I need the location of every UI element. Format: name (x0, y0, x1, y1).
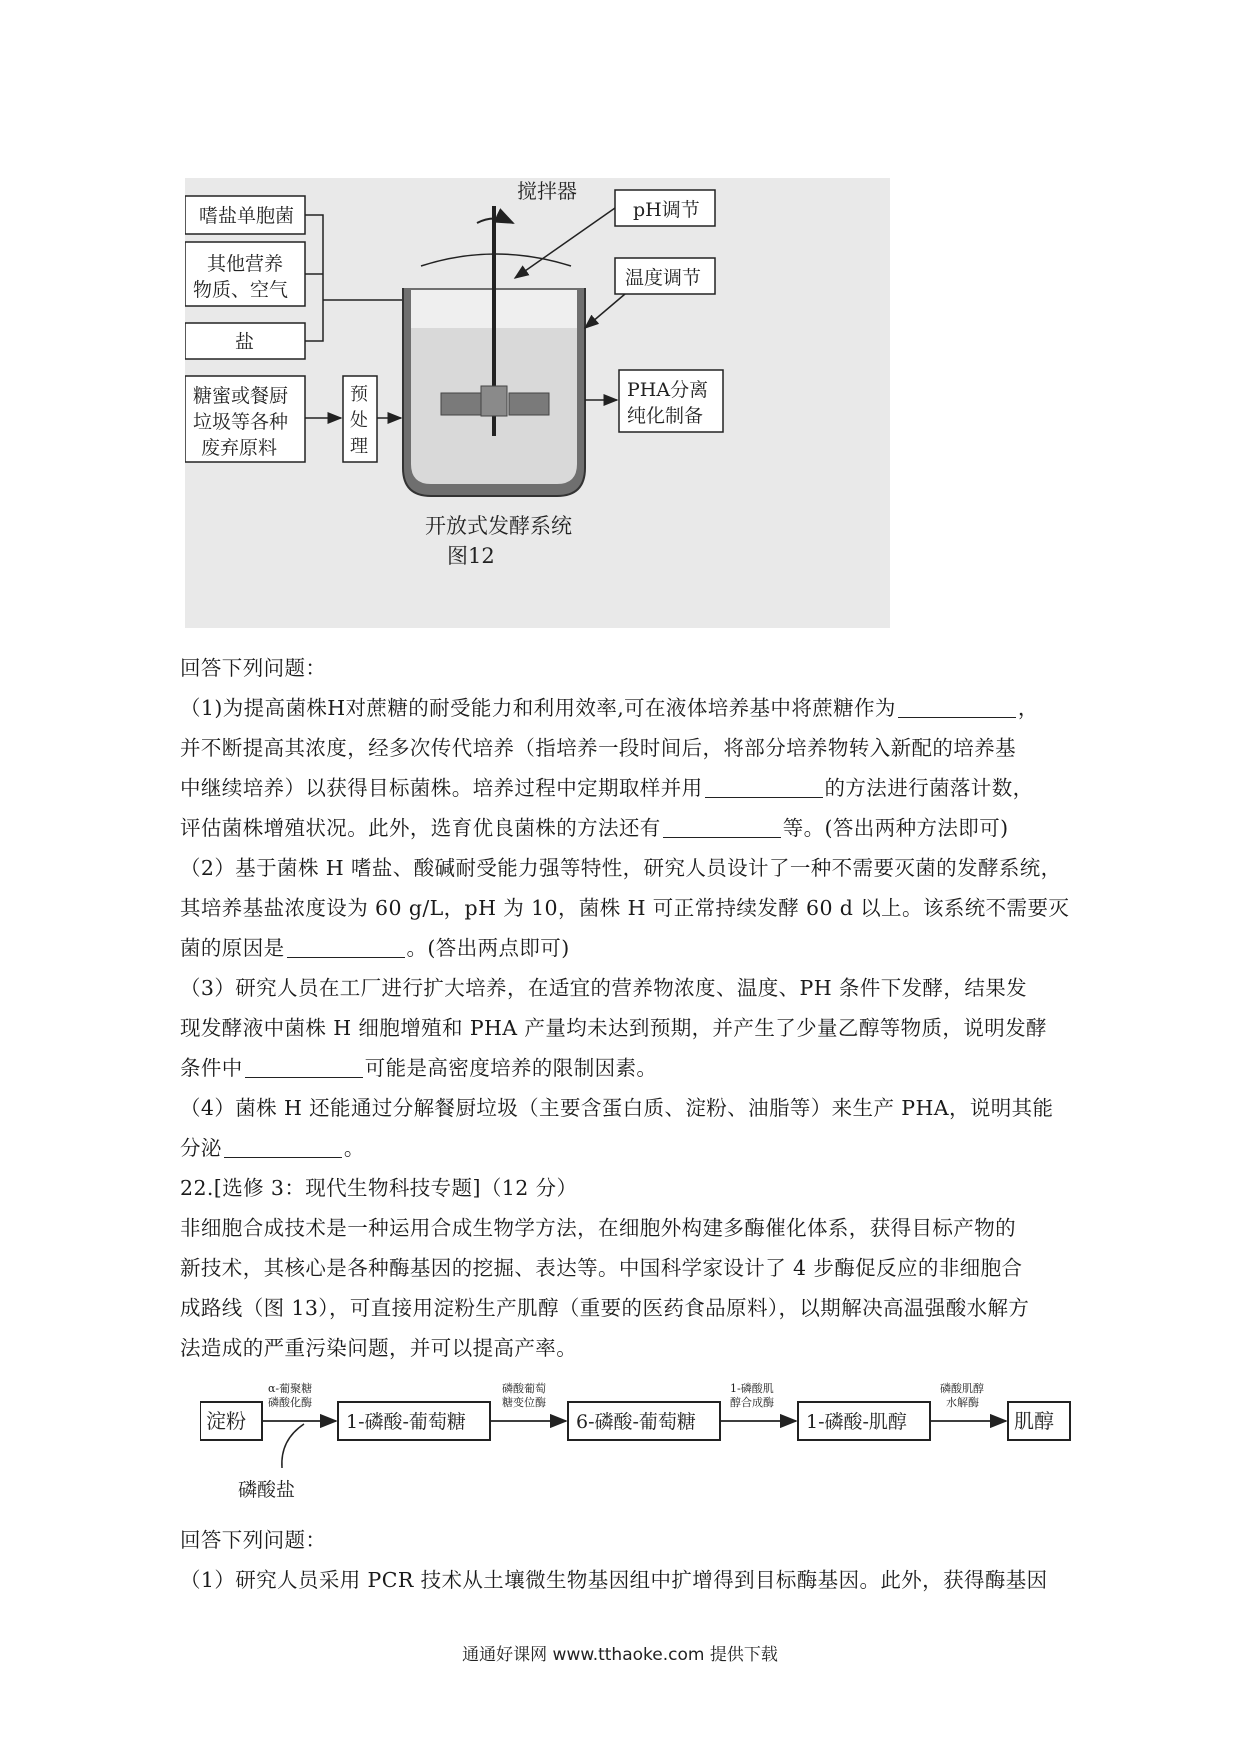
q2-line-1: （2）基于菌株 H 嗜盐、酸碱耐受能力强等特性，研究人员设计了一种不需要灭菌的发酵系统， (180, 856, 1062, 880)
phosphate-label: 磷酸盐 (238, 1479, 296, 1501)
waste-label-3: 废弃原料 (201, 437, 278, 459)
intro-line-1: 非细胞合成技术是一种运用合成生物学方法，在细胞外构建多酶催化体系，获得目标产物的 (180, 1216, 1016, 1240)
section-22-questions (180, 1520, 1070, 1600)
figure-12-caption: 图12 (447, 544, 495, 568)
q1-text-g: 等。(答出两种方法即可) (782, 816, 1009, 840)
pathway-diagram (200, 1380, 1080, 1515)
figure-12 (185, 178, 890, 628)
q3-line-2: 现发酵液中菌株 H 细胞增殖和 PHA 产量均未达到预期，并产生了少量乙醇等物质，说明发酵 (180, 1016, 1047, 1040)
q3-line-1: （3）研究人员在工厂进行扩大培养，在适宜的营养物浓度、温度、PH 条件下发酵，结果发 (180, 976, 1028, 1000)
q3-text-d: 可能是高密度培养的限制因素。 (364, 1056, 658, 1080)
intro-line-2: 新技术，其核心是各种酶基因的挖掘、表达等。中国科学家设计了 4 步酶促反应的非细胞合 (180, 1256, 1023, 1280)
answer-blank[interactable] (245, 1055, 363, 1078)
answer-blank[interactable] (224, 1135, 342, 1158)
waste-label-2: 垃圾等各种 (193, 411, 289, 433)
halophile-label: 嗜盐单胞菌 (199, 205, 295, 227)
q2-line-3 (180, 928, 1070, 968)
g1p-label: 1-磷酸-葡萄糖 (346, 1411, 466, 1433)
g6p-label: 6-磷酸-葡萄糖 (576, 1411, 696, 1433)
input-bracket (305, 215, 323, 341)
answer-blank[interactable] (663, 815, 781, 838)
ph-label: pH调节 (633, 199, 700, 221)
q2-line-2: 其培养基盐浓度设为 60 g/L，pH 为 10，菌株 H 可正常持续发酵 60 d 以上。该系统不需要灭 (180, 896, 1070, 920)
q1-text-b: ， (1017, 696, 1039, 720)
q22-1-line-1: （1）研究人员采用 PCR 技术从土壤微生物基因组中扩增得到目标酶基因。此外，获得酶基因 (180, 1568, 1048, 1592)
i1p-label: 1-磷酸-肌醇 (806, 1411, 907, 1433)
fermentation-diagram (185, 178, 890, 628)
q2-text-d: 。(答出两点即可) (406, 936, 570, 960)
intro-line-4: 法造成的严重污染问题，并可以提高产率。 (180, 1336, 578, 1360)
q2-text-c: 菌的原因是 (180, 936, 285, 960)
impeller-blade-right (509, 393, 549, 415)
figure-13 (200, 1380, 1080, 1515)
system-label: 开放式发酵系统 (425, 514, 572, 538)
section-21-text (180, 648, 1070, 1368)
enzyme-4-line-1: 磷酸肌醇 (940, 1382, 984, 1395)
enzyme-1-line-2: 磷酸化酶 (268, 1396, 312, 1409)
enzyme-4-line-2: 水解酶 (946, 1396, 979, 1409)
enzyme-2-line-2: 糖变位酶 (502, 1396, 546, 1409)
pretreat-label-3: 理 (350, 436, 368, 457)
q4-line-1: （4）菌株 H 还能通过分解餐厨垃圾（主要含蛋白质、淀粉、油脂等）来生产 PHA，说明其能 (180, 1096, 1054, 1120)
pretreat-label-1: 预 (350, 384, 368, 405)
section-22-heading: 22.[选修 3：现代生物科技专题]（12 分） (180, 1176, 578, 1200)
q1-line-3 (180, 768, 1070, 808)
q4-line-2 (180, 1128, 1070, 1168)
q4-text-b: 分泌 (180, 1136, 222, 1160)
pha-label-1: PHA分离 (627, 379, 709, 401)
q1-text-f: 评估菌株增殖状况。此外，选育优良菌株的方法还有 (180, 816, 661, 840)
q1-text-d: 中继续培养）以获得目标菌株。培养过程中定期取样并用 (180, 776, 703, 800)
q3-text-c: 条件中 (180, 1056, 243, 1080)
q3-line-3 (180, 1048, 1070, 1088)
pha-label-2: 纯化制备 (627, 405, 704, 427)
q1-text-e: 的方法进行菌落计数， (824, 776, 1034, 800)
waste-label-1: 糖蜜或餐厨 (193, 385, 289, 407)
temp-label: 温度调节 (625, 267, 702, 289)
prompt-21: 回答下列问题： (180, 656, 327, 680)
enzyme-2-line-1: 磷酸葡萄 (502, 1382, 546, 1395)
starch-label: 淀粉 (206, 1409, 246, 1433)
ph-arrow (515, 208, 615, 278)
nutrients-label-2: 物质、空气 (193, 279, 289, 301)
enzyme-3-line-1: 1-磷酸肌 (730, 1382, 774, 1395)
q1-line-1 (180, 688, 1070, 728)
nutrients-label-1: 其他营养 (207, 253, 284, 275)
q1-text-a: （1)为提高菌株H对蔗糖的耐受能力和利用效率,可在液体培养基中将蔗糖作为 (180, 696, 896, 720)
impeller-blade-left (441, 393, 481, 415)
answer-blank[interactable] (287, 935, 405, 958)
pretreat-label-2: 处 (350, 410, 368, 431)
prompt-22: 回答下列问题： (180, 1528, 327, 1552)
phosphate-arrow (282, 1424, 304, 1468)
answer-blank[interactable] (705, 775, 823, 798)
stirrer-label: 搅拌器 (517, 179, 577, 203)
footer: 通通好课网 www.tthaoke.com 提供下载 (462, 1645, 778, 1665)
intro-line-3: 成路线（图 13），可直接用淀粉生产肌醇（重要的医药食品原料），以期解决高温强酸水解方 (180, 1296, 1030, 1320)
answer-blank[interactable] (898, 695, 1016, 718)
temp-arrow (585, 294, 625, 328)
impeller-hub (481, 386, 507, 416)
inositol-label: 肌醇 (1014, 1409, 1054, 1433)
enzyme-1-line-1: α-葡聚糖 (268, 1382, 313, 1395)
q1-line-4 (180, 808, 1070, 848)
salt-label: 盐 (235, 331, 255, 353)
enzyme-3-line-2: 醇合成酶 (730, 1396, 774, 1409)
q4-text-c: 。 (343, 1136, 365, 1160)
q1-line-2: 并不断提高其浓度，经多次传代培养（指培养一段时间后，将部分培养物转入新配的培养基 (180, 736, 1016, 760)
